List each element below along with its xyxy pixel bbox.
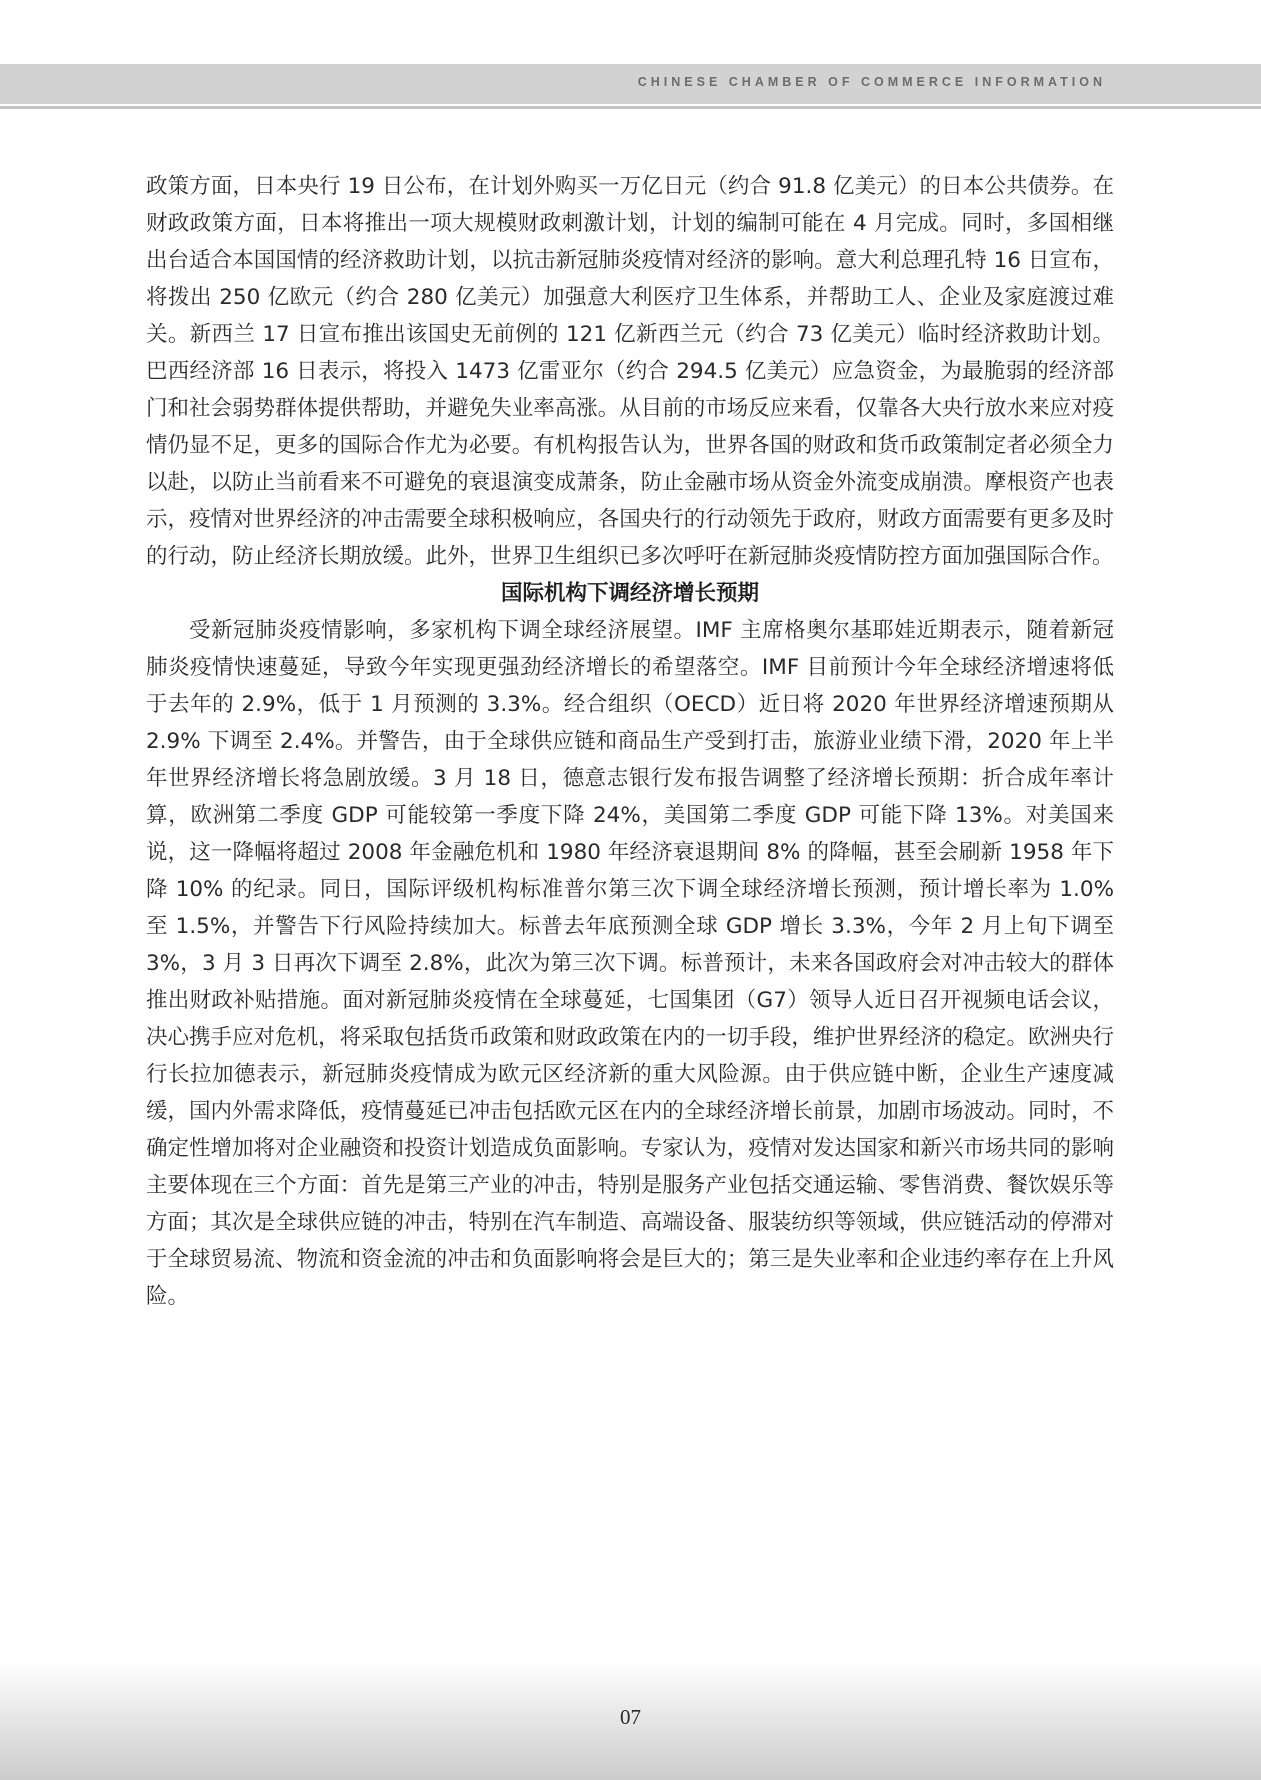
- header-divider: [0, 106, 1261, 109]
- paragraph-policy-measures: 政策方面，日本央行 19 日公布，在计划外购买一万亿日元（约合 91.8 亿美元）的日本公共债券。在财政政策方面，日本将推出一项大规模财政刺激计划，计划的编制可能在 4 月完成。同时，多国相继出台适合本国国情的经济救助计划，以抗击新冠肺炎疫情对经济的影响。意大利总理孔特 16 日宣布，将拨出 250 亿欧元（约合 280 亿美元）加强意大利医疗卫生体系，并帮助工人、企业及家庭渡过难关。新西兰 17 日宣布推出该国史无前例的 121 亿新西兰元（约合 73 亿美元）临时经济救助计划。巴西经济部 16 日表示，将投入 1473 亿雷亚尔（约合 294.5 亿美元）应急资金，为最脆弱的经济部门和社会弱势群体提供帮助，并避免失业率高涨。从目前的市场反应来看，仅靠各大央行放水来应对疫情仍显不足，更多的国际合作尤为必要。有机构报告认为，世界各国的财政和货币政策制定者必须全力以赴，以防止当前看来不可避免的衰退演变成萧条，防止金融市场从资金外流变成崩溃。摩根资产也表示，疫情对世界经济的冲击需要全球积极响应，各国央行的行动领先于政府，财政方面需要有更多及时的行动，防止经济长期放缓。此外，世界卫生组织已多次呼吁在新冠肺炎疫情防控方面加强国际合作。: [146, 174, 1114, 569]
- article-body: [146, 168, 1114, 1315]
- page-number: 07: [620, 1705, 641, 1729]
- paragraph-growth-forecasts: 受新冠肺炎疫情影响，多家机构下调全球经济展望。IMF 主席格奥尔基耶娃近期表示，随着新冠肺炎疫情快速蔓延，导致今年实现更强劲经济增长的希望落空。IMF 目前预计今年全球经济增速将低于去年的 2.9%，低于 1 月预测的 3.3%。经合组织（OECD）近日将 2020 年世界经济增速预期从 2.9% 下调至 2.4%。并警告，由于全球供应链和商品生产受到打击，旅游业业绩下滑，2020 年上半年世界经济增长将急剧放缓。3 月 18 日，德意志银行发布报告调整了经济增长预期：折合成年率计算，欧洲第二季度 GDP 可能较第一季度下降 24%，美国第二季度 GDP 可能下降 13%。对美国来说，这一降幅将超过 2008 年金融危机和 1980 年经济衰退期间 8% 的降幅，甚至会刷新 1958 年下降 10% 的纪录。同日，国际评级机构标准普尔第三次下调全球经济增长预测，预计增长率为 1.0% 至 1.5%，并警告下行风险持续加大。标普去年底预测全球 GDP 增长 3.3%，今年 2 月上旬下调至 3%，3 月 3 日再次下调至 2.8%，此次为第三次下调。标普预计，未来各国政府会对冲击较大的群体推出财政补贴措施。面对新冠肺炎疫情在全球蔓延，七国集团（G7）领导人近日召开视频电话会议，决心携手应对危机，将采取包括货币政策和财政政策在内的一切手段，维护世界经济的稳定。欧洲央行行长拉加德表示，新冠肺炎疫情成为欧元区经济新的重大风险源。由于供应链中断，企业生产速度减缓，国内外需求降低，疫情蔓延已冲击包括欧元区在内的全球经济增长前景，加剧市场波动。同时，不确定性增加将对企业融资和投资计划造成负面影响。专家认为，疫情对发达国家和新兴市场共同的影响主要体现在三个方面：首先是第三产业的冲击，特别是服务产业包括交通运输、零售消费、餐饮娱乐等方面；其次是全球供应链的冲击，特别在汽车制造、高端设备、服装纺织等领域，供应链活动的停滞对于全球贸易流、物流和资金流的冲击和负面影响将会是巨大的；第三是失业率和企业违约率存在上升风险。: [146, 618, 1114, 1309]
- section-heading: 国际机构下调经济增长预期: [500, 581, 759, 606]
- running-header-title: CHINESE CHAMBER OF COMMERCE INFORMATION: [637, 75, 1106, 89]
